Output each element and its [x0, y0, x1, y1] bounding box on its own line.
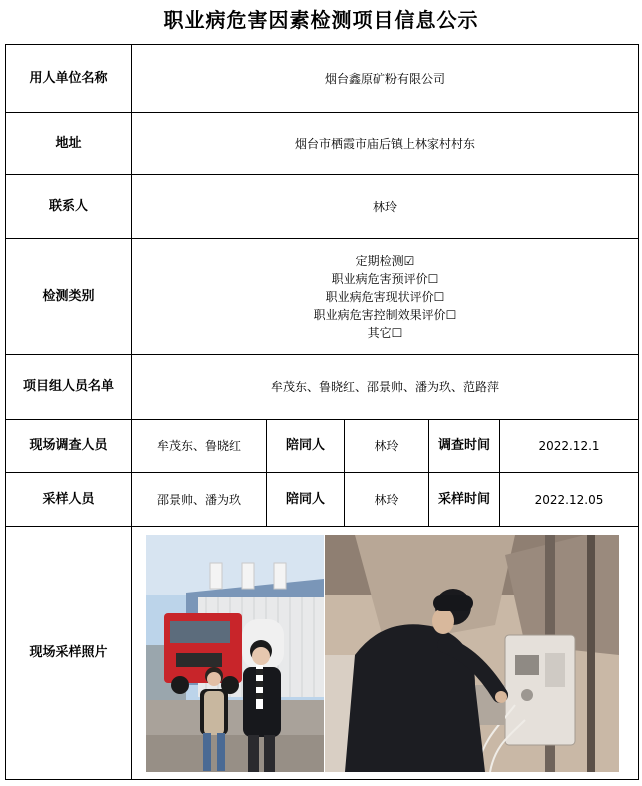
row-contact — [6, 175, 639, 239]
photo-site-visit — [146, 535, 324, 772]
category-label: 检测类别 — [6, 239, 132, 355]
employer-value: 烟台鑫原矿粉有限公司 — [132, 45, 639, 113]
photos-container — [132, 528, 638, 779]
row-survey — [6, 420, 639, 473]
team-value: 牟茂东、鲁晓红、邵景帅、潘为玖、范路萍 — [132, 355, 639, 420]
category-item-periodic: 定期检测☑ — [355, 253, 415, 268]
sampling-staff-value: 邵景帅、潘为玖 — [132, 473, 267, 527]
info-table — [5, 44, 639, 780]
photo-sampling-operation-image — [325, 535, 619, 772]
category-item-status-evaluation: 职业病危害现状评价☐ — [325, 289, 445, 304]
row-team — [6, 355, 639, 420]
contact-value: 林玲 — [132, 175, 639, 239]
page-title: 职业病危害因素检测项目信息公示 — [163, 8, 479, 32]
category-item-pre-evaluation: 职业病危害预评价☐ — [331, 271, 439, 286]
sampling-accompany-label: 陪同人 — [267, 473, 345, 527]
employer-label: 用人单位名称 — [6, 45, 132, 113]
survey-time-value: 2022.12.1 — [500, 420, 639, 473]
row-sampling — [6, 473, 639, 527]
row-photos — [6, 527, 639, 780]
photos-cell — [132, 527, 639, 780]
category-checklist — [132, 239, 639, 355]
address-label: 地址 — [6, 113, 132, 175]
survey-staff-value: 牟茂东、鲁晓红 — [132, 420, 267, 473]
sampling-time-value: 2022.12.05 — [500, 473, 639, 527]
photo-sampling-operation — [325, 535, 619, 772]
survey-time-label: 调查时间 — [429, 420, 500, 473]
photos-label: 现场采样照片 — [6, 527, 132, 780]
team-label: 项目组人员名单 — [6, 355, 132, 420]
row-employer — [6, 45, 639, 113]
contact-label: 联系人 — [6, 175, 132, 239]
photo-site-visit-image — [146, 535, 324, 772]
category-item-control-effect-evaluation: 职业病危害控制效果评价☐ — [313, 307, 457, 322]
row-category — [6, 239, 639, 355]
address-value: 烟台市栖霞市庙后镇上林家村村东 — [132, 113, 639, 175]
sampling-staff-label: 采样人员 — [6, 473, 132, 527]
sampling-time-label: 采样时间 — [429, 473, 500, 527]
sampling-accompany-value: 林玲 — [345, 473, 429, 527]
row-address — [6, 113, 639, 175]
category-item-other: 其它☐ — [367, 325, 403, 340]
survey-accompany-value: 林玲 — [345, 420, 429, 473]
survey-staff-label: 现场调查人员 — [6, 420, 132, 473]
survey-accompany-label: 陪同人 — [267, 420, 345, 473]
